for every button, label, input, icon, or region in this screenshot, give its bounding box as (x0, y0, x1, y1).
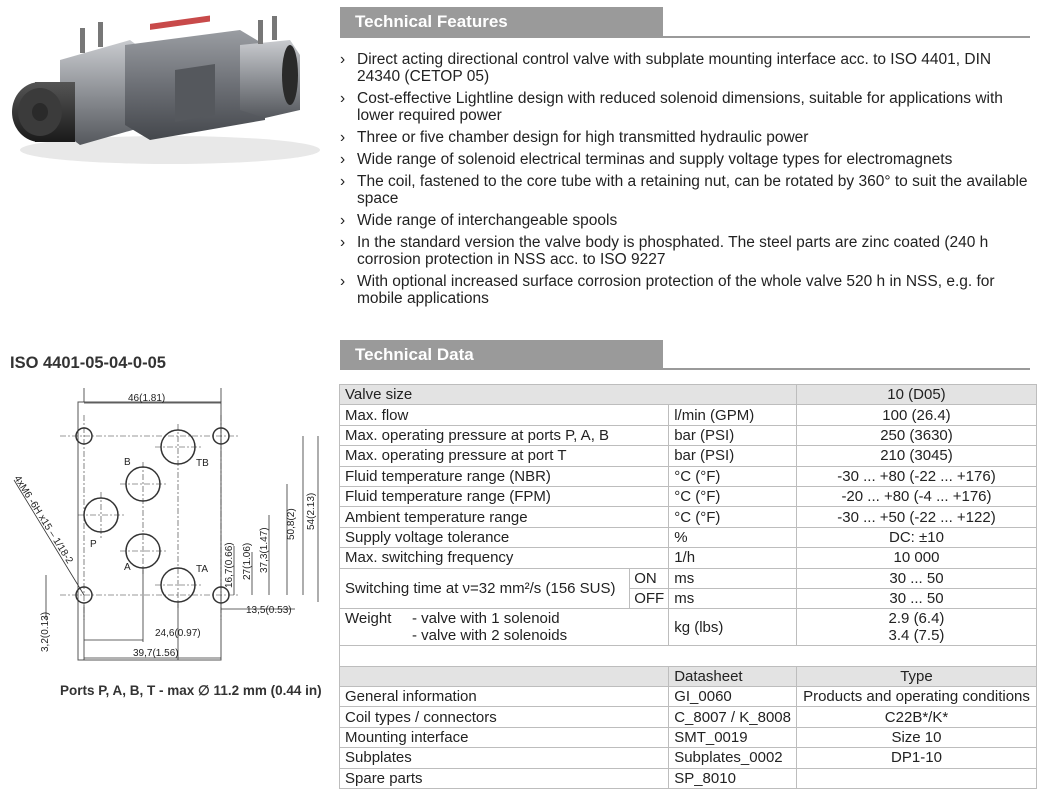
iso-title: ISO 4401-05-04-0-05 (10, 354, 166, 372)
port-tb-circle (161, 430, 195, 464)
feature-text: In the standard version the valve body is phosphated. The steel parts are zinc coated (240 h corrosion protection in NSS acc. to ISO 9227 (357, 234, 989, 268)
doc-type: Products and operating conditions (796, 687, 1036, 707)
table-row (340, 548, 1037, 568)
weight-line-2: - valve with 2 solenoids (412, 627, 568, 645)
feature-text: Three or five chamber design for high transmitted hydraulic power (357, 129, 809, 146)
feature-text: The coil, fastened to the core tube with a retaining nut, can be rotated by 360° to suit the available space (357, 173, 1028, 207)
features-section-divider (340, 36, 1030, 38)
doc-type (796, 768, 1036, 788)
dim-46: 46(1.81) (128, 393, 166, 404)
mounting-interface-diagram (0, 380, 335, 680)
row-value: 210 (3045) (796, 446, 1036, 466)
row-unit: bar (PSI) (669, 425, 797, 445)
switching-off-value: 30 ... 50 (796, 588, 1036, 608)
doc-label: General information (340, 687, 669, 707)
row-unit: °C (°F) (669, 507, 797, 527)
weight-title: Weight (345, 610, 392, 628)
table-row (340, 405, 1037, 425)
weight-value-2: 3.4 (7.5) (888, 627, 945, 645)
feature-item: › Three or five chamber design for high transmitted hydraulic power (340, 129, 809, 146)
doc-header-empty (340, 666, 669, 686)
dim-39: 39,7(1.56) (133, 648, 179, 659)
row-label: Max. operating pressure at ports P, A, B (340, 425, 669, 445)
feature-item: › Direct acting directional control valve with subplate mounting interface acc. to ISO 4401, DIN 24340 (CETOP 05) (340, 51, 992, 85)
table-row (340, 466, 1037, 486)
table-row (340, 666, 1037, 686)
feature-item: › Wide range of interchangeable spools (340, 212, 618, 229)
row-unit: °C (°F) (669, 486, 797, 506)
weight-line-1: - valve with 1 solenoid (412, 610, 560, 628)
doc-type: C22B*/K* (796, 707, 1036, 727)
doc-type: Size 10 (796, 727, 1036, 747)
data-section-divider (340, 368, 1030, 370)
switching-label: Switching time at ν=32 mm²/s (156 SUS) (340, 568, 630, 609)
row-value: -20 ... +80 (-4 ... +176) (796, 486, 1036, 506)
dim-27: 27(1.06) (242, 542, 253, 580)
table-row (340, 687, 1037, 707)
port-label-a: A (124, 562, 131, 573)
feature-item: › The coil, fastened to the core tube with a retaining nut, can be rotated by 360° to suit the available space (340, 173, 1028, 207)
row-value: 250 (3630) (796, 425, 1036, 445)
doc-type: DP1-10 (796, 748, 1036, 768)
feature-text: Direct acting directional control valve with subplate mounting interface acc. to ISO 4401, DIN 24340 (CETOP 05) (357, 51, 992, 85)
ports-note: Ports P, A, B, T - max ∅ 11.2 mm (0.44 in) (60, 683, 322, 698)
row-label: Fluid temperature range (FPM) (340, 486, 669, 506)
row-label: Fluid temperature range (NBR) (340, 466, 669, 486)
port-p-circle (84, 498, 118, 532)
row-unit: bar (PSI) (669, 446, 797, 466)
table-row (340, 486, 1037, 506)
port-label-ta: TA (196, 564, 209, 575)
table-row (340, 507, 1037, 527)
doc-label: Coil types / connectors (340, 707, 669, 727)
weight-value-1: 2.9 (6.4) (888, 610, 945, 628)
thread-spec: 4xM6 -6H x15 – 1/18-2 (11, 473, 75, 566)
switching-off-label: OFF (630, 588, 669, 608)
switching-off-unit: ms (669, 588, 797, 608)
port-label-p: P (90, 539, 97, 550)
row-value: 10 (D05) (796, 385, 1036, 405)
row-label: Valve size (340, 385, 797, 405)
doc-sheet: SP_8010 (669, 768, 797, 788)
switching-on-value: 30 ... 50 (796, 568, 1036, 588)
doc-sheet: SMT_0019 (669, 727, 797, 747)
feature-item: › In the standard version the valve body is phosphated. The steel parts are zinc coated (240 h corrosion protection in NSS acc. to ISO 9227 (340, 234, 989, 268)
dim-16: 16,7(0.66) (224, 542, 235, 588)
port-label-tb: TB (196, 458, 209, 469)
row-value: -30 ... +80 (-22 ... +176) (796, 466, 1036, 486)
row-unit: % (669, 527, 797, 547)
empty-cell (340, 646, 1037, 666)
features-section-title: Technical Features (340, 7, 663, 37)
feature-text: Wide range of interchangeable spools (357, 212, 618, 229)
valve-photo (0, 0, 320, 175)
table-row (340, 527, 1037, 547)
dim-37: 37,3(1.47) (259, 527, 270, 573)
doc-header-datasheet: Datasheet (669, 666, 797, 686)
row-label: Supply voltage tolerance (340, 527, 669, 547)
row-label: Max. switching frequency (340, 548, 669, 568)
doc-label: Mounting interface (340, 727, 669, 747)
feature-text: Wide range of solenoid electrical terminas and supply voltage types for electromagnets (357, 151, 953, 168)
row-value: -30 ... +50 (-22 ... +122) (796, 507, 1036, 527)
feature-item: › Wide range of solenoid electrical terminas and supply voltage types for electromagnets (340, 151, 953, 168)
weight-values (796, 609, 1036, 646)
row-unit: °C (°F) (669, 466, 797, 486)
weight-lines (412, 610, 567, 644)
table-row (340, 768, 1037, 788)
feature-text: Cost-effective Lightline design with reduced solenoid dimensions, suitable for applications with lower required power (357, 90, 1003, 124)
table-row (340, 446, 1037, 466)
feature-item: › Cost-effective Lightline design with reduced solenoid dimensions, suitable for applications with lower required power (340, 90, 1003, 124)
table-row (340, 707, 1037, 727)
doc-label: Subplates (340, 748, 669, 768)
row-unit: l/min (GPM) (669, 405, 797, 425)
doc-header-type: Type (796, 666, 1036, 686)
table-row (340, 425, 1037, 445)
row-label: Ambient temperature range (340, 507, 669, 527)
port-label-b: B (124, 457, 131, 468)
switching-on-unit: ms (669, 568, 797, 588)
table-row (340, 727, 1037, 747)
doc-label: Spare parts (340, 768, 669, 788)
weight-unit: kg (lbs) (669, 609, 797, 646)
table-row (340, 568, 1037, 588)
weight-label (340, 609, 669, 646)
dim-13: 13,5(0.53) (246, 605, 292, 616)
table-row (340, 748, 1037, 768)
dim-54: 54(2.13) (306, 492, 317, 530)
features-list (340, 51, 1030, 312)
switching-on-label: ON (630, 568, 669, 588)
dim-50: 50,8(2) (286, 508, 297, 540)
feature-text: With optional increased surface corrosion protection of the whole valve 520 h in NSS, e.g. for mobile applications (357, 273, 995, 307)
row-value: 10 000 (796, 548, 1036, 568)
doc-sheet: Subplates_0002 (669, 748, 797, 768)
doc-sheet: GI_0060 (669, 687, 797, 707)
data-section-title: Technical Data (340, 340, 663, 370)
row-value: DC: ±10 (796, 527, 1036, 547)
doc-sheet: C_8007 / K_8008 (669, 707, 797, 727)
dim-32: 3,2(0.13) (40, 611, 51, 652)
table-row-empty (340, 646, 1037, 666)
feature-item: › With optional increased surface corrosion protection of the whole valve 520 h in NSS, e.g. for mobile applications (340, 273, 995, 307)
table-row (340, 609, 1037, 646)
table-row (340, 385, 1037, 405)
row-unit: 1/h (669, 548, 797, 568)
row-value: 100 (26.4) (796, 405, 1036, 425)
row-label: Max. flow (340, 405, 669, 425)
technical-data-table (339, 384, 1037, 789)
row-label: Max. operating pressure at port T (340, 446, 669, 466)
dim-24: 24,6(0.97) (155, 628, 201, 639)
